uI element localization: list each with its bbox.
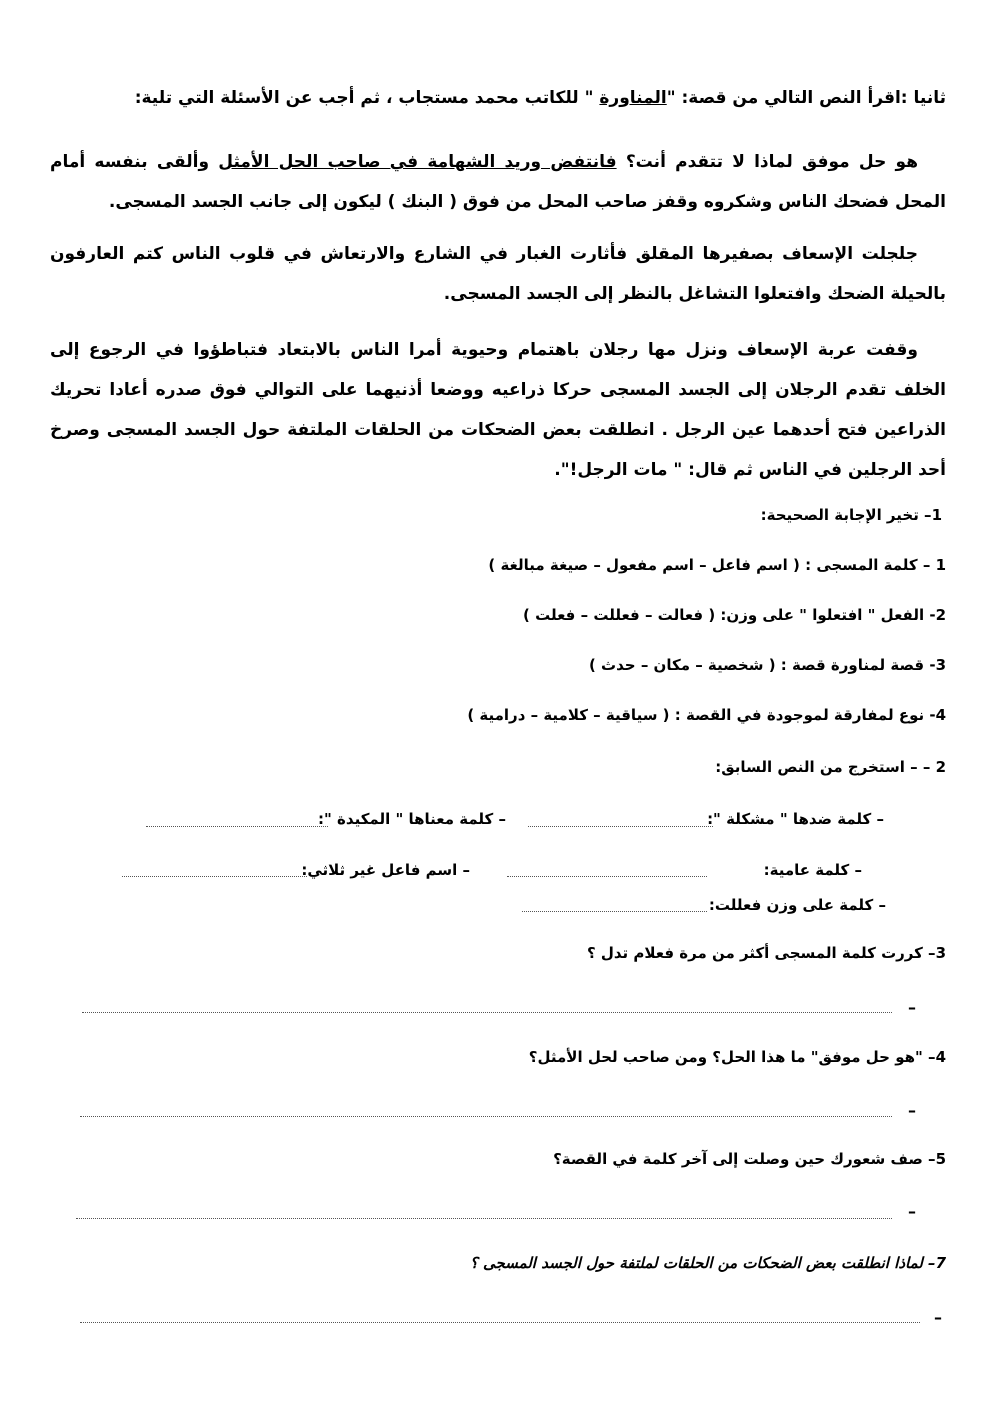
q5-question: 5– صف شعورك حين وصلت إلى آخر كلمة في القصة؟ [553,1150,946,1168]
q5-answer-line[interactable] [76,1218,892,1219]
p1-text-a: هو حل موفق لماذا لا تتقدم أنت؟ [616,152,918,172]
q2-pattern-answer-line[interactable] [522,911,707,912]
passage-paragraph-1 [50,142,946,222]
q2-opposite-label: – كلمة ضدها " مشكلة ": [707,810,884,828]
q5-answer-dash: – [908,1202,916,1221]
q3-answer-dash: – [908,998,916,1017]
passage-paragraph-3 [50,330,946,490]
q1-item-2: 2- الفعل " افتعلوا " على وزن: ( فعالت – فعللت – فعلت ) [523,606,946,624]
q7-question: 7– لماذا انطلقت بعض الضحكات من الحلقات لملتفة حول الجسد المسجى ؟ [469,1254,946,1272]
title-prefix: ثانيا :اقرأ النص التالي من قصة: " [666,88,946,108]
q7-answer-line[interactable] [80,1322,920,1323]
q2-meaning-label: – كلمة معناها " المكيدة ": [318,810,506,828]
q7-answer-dash: – [934,1308,942,1327]
q2-opposite-answer-line[interactable] [528,826,713,827]
q2-agent-answer-line[interactable] [122,876,307,877]
q4-answer-dash: – [908,1101,916,1120]
q2-meaning-answer-line[interactable] [146,826,328,827]
title-suffix: " للكاتب محمد مستجاب ، ثم أجب عن الأسئلة التي تلية: [134,88,600,108]
q4-answer-line[interactable] [80,1116,892,1117]
q2-heading: 2 – – استخرج من النص السابق: [715,758,946,776]
p3-text: وقفت عربة الإسعاف ونزل مها رجلان باهتمام وحيوية أمرا الناس بالابتعاد فتباطؤوا في الرجوع إلى الخلف تقدم الرجلان إلى الجسد المسجى حركا ذراعيه ووضعا أذنيهما على التوالي فوق صدره أعادا تحريك الذراعين فتح أحدهما عين الرجل . انطلقت بعض الضحكات من الحلقات الملتفة حول الجسد المسجى وصرخ أحد الرجلين في الناس ثم قال: " مات الرجل!". [50,340,946,480]
q3-question: 3– كررت كلمة المسجى أكثر من مرة فعلام تدل ؟ [586,944,946,962]
q1-heading: 1– تخير الإجابة الصحيحة: [760,506,942,524]
p1-underlined-text: فانتفض وريد الشهامة في صاحب الحل الأمثل [218,152,617,172]
q4-question: 4– "هو حل موفق" ما هذا الحل؟ ومن صاحب لحل الأمثل؟ [528,1048,946,1066]
story-name: المناورة [599,88,667,108]
q3-answer-line[interactable] [82,1012,892,1013]
p1-text-b: وألقى بنفسه أمام المحل فضحك الناس وشكروه وقفز صاحب المحل من فوق ( البنك ) ليكون إلى جانب الجسد المسجى. [50,152,946,212]
q2-colloquial-answer-line[interactable] [507,876,707,877]
q1-item-1: 1 – كلمة المسجى : ( اسم فاعل – اسم مفعول – صيغة مبالغة ) [488,556,946,574]
section-title [135,88,946,108]
q2-agent-label: – اسم فاعل غير ثلاثي: [301,861,470,879]
q2-pattern-label: – كلمة على وزن فعللت: [708,896,886,914]
passage-paragraph-2 [50,234,946,314]
q1-item-4: 4- نوع لمفارقة لموجودة في القصة : ( سياقية – كلامية – درامية ) [467,706,946,724]
p2-text: جلجلت الإسعاف بصفيرها المقلق فأثارت الغبار في الشارع والارتعاش في قلوب الناس كتم العارفون بالحيلة الضحك وافتعلوا التشاغل بالنظر إلى الجسد المسجى. [50,244,946,304]
q2-colloquial-label: – كلمة عامية: [763,861,862,879]
q1-item-3: 3- قصة لمناورة قصة : ( شخصية – مكان – حدث ) [588,656,946,674]
